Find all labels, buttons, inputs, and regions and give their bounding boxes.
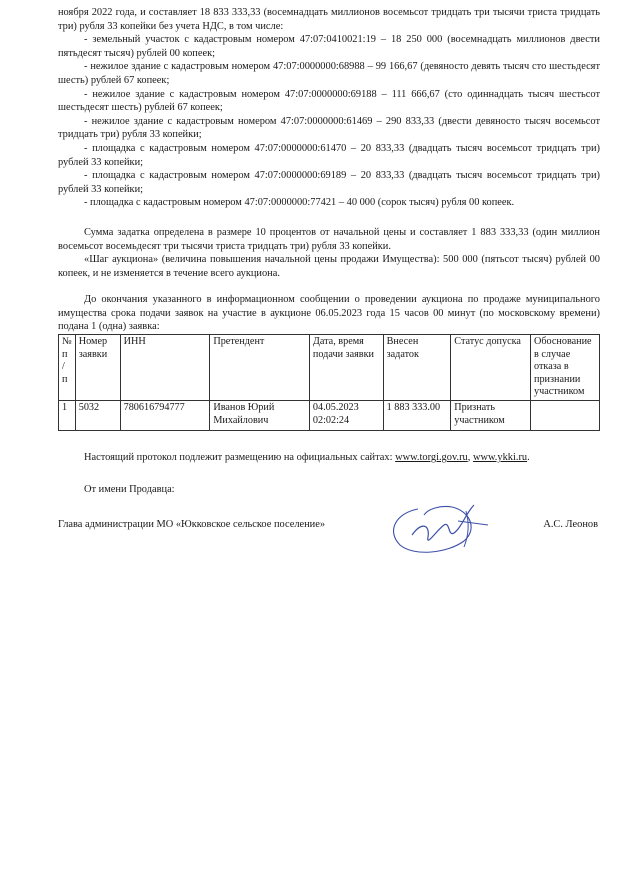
list-item: - площадка с кадастровым номером 47:07:0000000:77421 – 40 000 (сорок тысяч) рубля 00 копеек.	[84, 197, 515, 209]
items-list	[58, 33, 600, 210]
deposit-paragraph: Сумма задатка определена в размере 10 процентов от начальной цены и составляет 1 883 333,33 (один миллион восемьсот восемьдесят три тысячи триста тридцать три) рубля 33 копейки.	[58, 226, 600, 252]
list-item: - земельный участок с кадастровым номером 47:07:0410021:19 – 18 250 000 (восемнадцать миллионов двести пятьдесят тысяч) рублей 00 копеек;	[58, 34, 600, 59]
document-page	[58, 6, 600, 496]
table-header-cell: Номер заявки	[75, 335, 120, 401]
bids-table	[58, 334, 600, 431]
table-cell: Признать участником	[451, 401, 531, 431]
list-item: - нежилое здание с кадастровым номером 47:07:0000000:68988 – 99 166,67 (девяносто девять тысяч сто шестьдесят шесть) рублей 67 копеек;	[58, 61, 600, 86]
publish-paragraph	[58, 451, 600, 465]
signer-name: А.С. Леонов	[543, 519, 598, 530]
table-cell: 1	[59, 401, 76, 431]
table-row	[59, 401, 600, 431]
handwritten-signature-icon	[378, 491, 508, 561]
table-cell: 5032	[75, 401, 120, 431]
deadline-paragraph: До окончания указанного в информационном сообщении о проведении аукциона по продаже муниципального имущества срока подачи заявок на участие в аукционе 06.05.2023 года 15 часов 00 минут (по московскому времени) подана 1 (одна) заявка:	[58, 294, 600, 333]
torgi-link[interactable]: www.torgi.gov.ru	[395, 452, 468, 464]
ykki-link[interactable]: www.ykki.ru	[472, 452, 528, 464]
table-cell: Иванов Юрий Михайлович	[210, 401, 310, 431]
table-header-cell: Обоснование в случае отказа в признании участником	[531, 335, 600, 401]
list-item: - нежилое здание с кадастровым номером 47:07:0000000:69188 – 111 666,67 (сто одиннадцать тысяч шестьсот шестьдесят шесть) рублей 67 копеек;	[58, 88, 600, 114]
list-item: - площадка с кадастровым номером 47:07:0000000:69189 – 20 833,33 (двадцать тысяч восемьсот тридцать три) рублей 33 копейки;	[58, 170, 600, 195]
list-item: - нежилое здание с кадастровым номером 47:07:0000000:61469 – 290 833,33 (двести девяносто тысяч восемьсот тридцать три) рубля 33 копейки;	[58, 115, 600, 141]
table-cell: 1 883 333.00	[383, 401, 451, 431]
table-cell: 04.05.2023 02:02:24	[309, 401, 383, 431]
publish-text: Настоящий протокол подлежит размещению на официальных сайтах:	[84, 452, 393, 464]
table-header-cell: Статус допуска	[451, 335, 531, 401]
table-cell	[531, 401, 600, 431]
signer-position: Глава администрации МО «Юкковское сельское поселение»	[58, 519, 326, 530]
table-header-row	[59, 335, 600, 401]
period: .	[527, 452, 530, 464]
table-cell: 780616794777	[120, 401, 210, 431]
table-header-cell: Претендент	[210, 335, 310, 401]
table-header-cell: № п / п	[59, 335, 76, 401]
seller-line: От имени Продавца:	[84, 483, 175, 495]
intro-paragraph: ноября 2022 года, и составляет 18 833 333,33 (восемнадцать миллионов восемьсот тридцать три тысячи триста тридцать три) рубля 33 копейки без учета НДС, в том числе:	[58, 7, 600, 32]
separator: ,	[467, 452, 471, 464]
table-header-cell: ИНН	[120, 335, 210, 401]
table-header-cell: Внесен задаток	[383, 335, 451, 401]
auction-step-paragraph: «Шаг аукциона» (величина повышения начальной цены продажи Имущества): 500 000 (пятьсот тысяч) рублей 00 копеек, и не изменяется в течение всего аукциона.	[58, 254, 600, 279]
list-item: - площадка с кадастровым номером 47:07:0000000:61470 – 20 833,33 (двадцать тысяч восемьсот тридцать три) рублей 33 копейки;	[58, 142, 600, 168]
table-header-cell: Дата, время подачи заявки	[309, 335, 383, 401]
